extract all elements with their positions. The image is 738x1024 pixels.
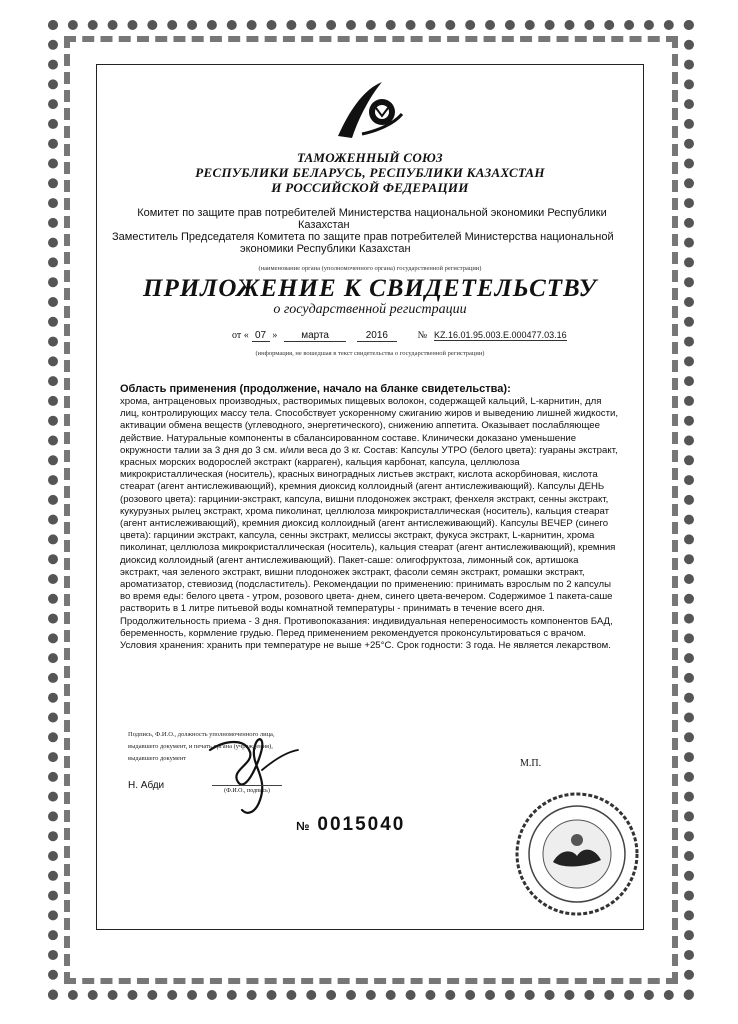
registration-dateline: [232, 330, 632, 342]
form-number-value: 0015040: [317, 814, 406, 835]
date-day: 07: [252, 330, 270, 342]
number-sign: №: [417, 330, 428, 341]
union-line: ТАМОЖЕННЫЙ СОЮЗ: [297, 150, 443, 165]
committee-line: экономики Республики Казахстан: [240, 243, 411, 255]
body-content: [118, 382, 618, 652]
date-year: 2016: [357, 330, 397, 342]
seal-place-label: М.П.: [520, 758, 542, 769]
signature-label-line: выдавшего документ: [128, 755, 187, 762]
signature-label-line: выдавшего документ, и печать органа (учреждения),: [128, 743, 273, 750]
form-number: [296, 814, 405, 836]
committee-line: Заместитель Председателя Комитета по защите прав потребителей Министерства национальной: [112, 231, 614, 243]
union-line: РЕСПУБЛИКИ БЕЛАРУСЬ, РЕСПУБЛИКИ КАЗАХСТАН: [195, 165, 545, 180]
authority-note: (наименование органа (уполномоченного органа) государственной регистрации): [258, 265, 482, 272]
form-number-prefix: №: [296, 819, 312, 833]
signatory-name: Н. Абди: [128, 780, 165, 791]
signature-label-line: Подпись, Ф.И.О., должность уполномоченного лица,: [128, 731, 275, 738]
issuing-authority: [112, 207, 632, 255]
date-prefix: от «: [232, 330, 249, 341]
section-text: хрома, антраценовых производных, растворимых пищевых волокон, содержащей кальций, L-карнитин, для лиц, контролирующих массу тела. Способствует ускоренному сжиганию жиров и выведению лишней жидкости, активации обмена веществ (углеводного, энергетического), снижению аппетита. Оказывает послабляющее действие. Натуральные компоненты в сбалансированном составе. Клинически доказано уменьшение окружности талии за 3 дня до 3 см. и/или веса до 3 кг. Состав: Капсулы УТРО (белого цвета): гуараны экстракт, красных морских водорослей экстракт (карраген), кальция карбонат, капсула, целлюлоза микрокристаллическая (носитель), красных виноградных листьев экстракт, кислота аскорбиновая, кислота стеарат (агент антислеживающий), кремния диоксид коллоидный (агент антислеживающий). Капсулы ДЕНЬ (розового цвета): гарцинии-экстракт, капсула, вишни плодоножек экстракт, фенхеля экстракт, сенны экстракт, кукурузных рылец экстракт, хрома пиколинат, целлюлоза микрокристаллическая (носитель), кальция стеарат (агент антислеживающий), кремния диоксид коллоидный (агент антислеживающий). Капсулы ВЕЧЕР (синего цвета): гарцинии экстракт, капсула, сенны экстракт, мелиссы экстракт, фукуса экстракт, L-карнитин, хрома пиколинат, целлюлоза микрокристаллическая (носитель), кальция стеарат (агент антислеживающий), кремния диоксид коллоидный (агент антислеживающий). Пакет-саше: олигофруктоза, лимонный сок, артишока экстракт, чая зеленого экстракт, вишни плодоножек экстракт, фасоли семян экстракт, ромашки экстракт, ароматизатор, стевиозид (подсластитель). Рекомендации по применению: принимать взрослым по 2 капсулы во время еды: белого цвета - утром, розового цвета- днем, синего цвета-вечером. Содержимое 1 пакета-саше растворить в 1 литре питьевой воды комнатной температуры - принимать в течение всего дня. Продолжительность приема - 3 дня. Противопоказания: индивидуальная непереносимость компонентов БАД, беременность, кормление грудью. Перед применением рекомендуется проконсультироваться с врачом. Условия хранения: хранить при температуре не выше +25°С. Срок годности: 3 года. Не является лекарством.: [120, 396, 619, 652]
committee-line: Комитет по защите прав потребителей Министерства национальной экономики Республики: [137, 207, 607, 219]
section-title: Область применения (продолжение, начало на бланке свидетельства):: [120, 383, 511, 395]
official-stamp-icon: [513, 790, 641, 918]
registration-number: KZ.16.01.95.003.E.000477.03.16: [433, 330, 567, 340]
handwritten-signature-icon: [190, 730, 310, 820]
committee-line: Казахстан: [298, 219, 350, 231]
dateline-note: (информация, не вошедшая в текст свидетельства о государственной регистрации): [255, 350, 485, 357]
date-close-quote: »: [272, 330, 278, 341]
union-line: И РОССИЙСКОЙ ФЕДЕРАЦИИ: [271, 180, 469, 195]
page-subtitle: о государственной регистрации: [273, 302, 467, 317]
customs-union-heading: [100, 150, 640, 195]
fio-label: (Ф.И.О., подпись): [212, 785, 282, 794]
date-month: марта: [284, 330, 346, 342]
page-title: ПРИЛОЖЕНИЕ К СВИДЕТЕЛЬСТВУ: [143, 275, 597, 302]
customs-union-logo-icon: [332, 74, 404, 146]
